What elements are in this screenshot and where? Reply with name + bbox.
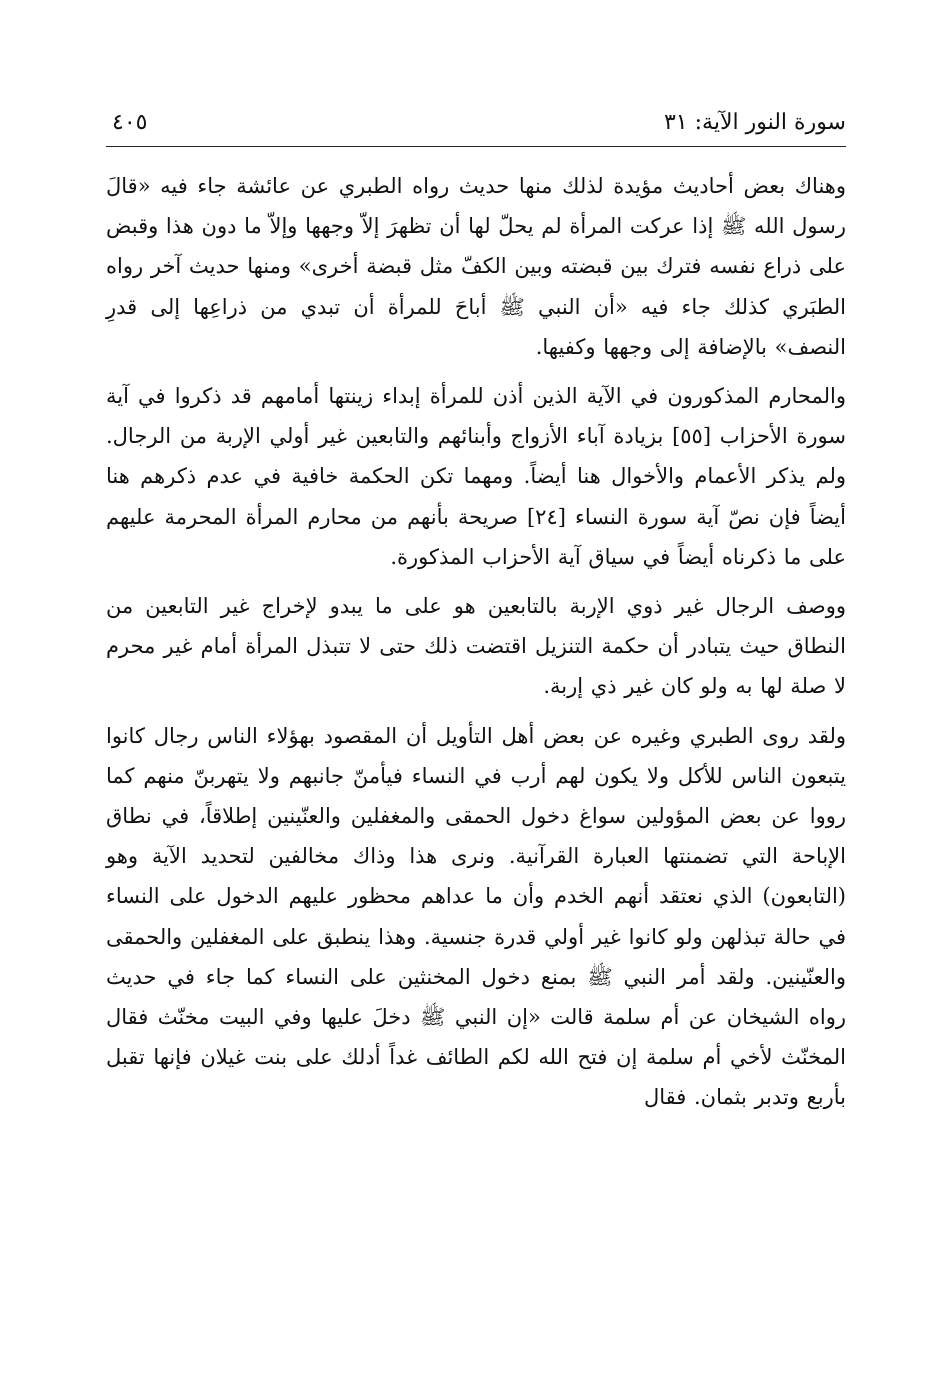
page-header	[106, 104, 846, 144]
paragraph-4: ولقد روى الطبري وغيره عن بعض أهل التأويل أن المقصود بهؤلاء الناس رجال كانوا يتبعون الناس للأكل ولا يكون لهم أرب في النساء فيأمنّ جانبهم ولا يتهربنّ منهم كما رووا عن بعض المؤولين سواغ دخول الحمقى والمغفلين والعنّينين إطلاقاً، في نطاق الإباحة التي تضمنتها العبارة القرآنية. ونرى هذا وذاك مخالفين لتحديد الآية وهو (التابعون) الذي نعتقد أنهم الخدم وأن ما عداهم محظور عليهم الدخول على النساء في حالة تبذلهن ولو كانوا غير أولي قدرة جنسية. وهذا ينطبق على المغفلين والحمقى والعنّينين. ولقد أمر النبي ﷺ بمنع دخول المخنثين على النساء كما جاء في حديث رواه الشيخان عن أم سلمة قالت «إن النبي ﷺ دخلَ عليها وفي البيت مخنّث فقال المخنّث لأخي أم سلمة إن فتح الله لكم الطائف غداً أدلك على بنت غيلان فإنها تقبل بأربع وتدبر بثمان. فقال	[106, 723, 846, 1110]
page-number: ٤٠٥	[112, 110, 148, 135]
running-title: سورة النور الآية: ٣١	[663, 110, 846, 135]
body-text	[106, 166, 846, 1118]
header-rule	[106, 146, 846, 147]
paragraph-3: ووصف الرجال غير ذوي الإربة بالتابعين هو على ما يبدو لإخراج غير التابعين من النطاق حيث يتبادر أن حكمة التنزيل اقتضت ذلك حتى لا تتبذل المرأة أمام غير محرم لا صلة لها به ولو كان غير ذي إربة.	[106, 594, 846, 699]
paragraph-1: وهناك بعض أحاديث مؤيدة لذلك منها حديث رواه الطبري عن عائشة جاء فيه «قالَ رسول الله ﷺ إذا عركت المرأة لم يحلّ لها أن تظهرَ إلاّ وجهها وإلاّ ما دون هذا وقبض على ذراع نفسه فترك بين قبضته وبين الكفّ مثل قبضة أخرى» ومنها حديث آخر رواه الطبَري كذلك جاء فيه «أن النبي ﷺ أباحَ للمرأة أن تبدي من ذراعِها إلى قدرِ النصف» بالإضافة إلى وجهها وكفيها.	[106, 174, 846, 359]
paragraph-2: والمحارم المذكورون في الآية الذين أذن للمرأة إبداء زينتها أمامهم قد ذكروا في آية سورة الأحزاب [٥٥] بزيادة آباء الأزواج وأبنائهم والتابعين غير أولي الإربة من الرجال. ولم يذكر الأعمام والأخوال هنا أيضاً. ومهما تكن الحكمة خافية في عدم ذكرهم هنا أيضاً فإن نصّ آية سورة النساء [٢٤] صريحة بأنهم من محارم المرأة المحرمة عليهم على ما ذكرناه أيضاً في سياق آية الأحزاب المذكورة.	[106, 384, 846, 569]
